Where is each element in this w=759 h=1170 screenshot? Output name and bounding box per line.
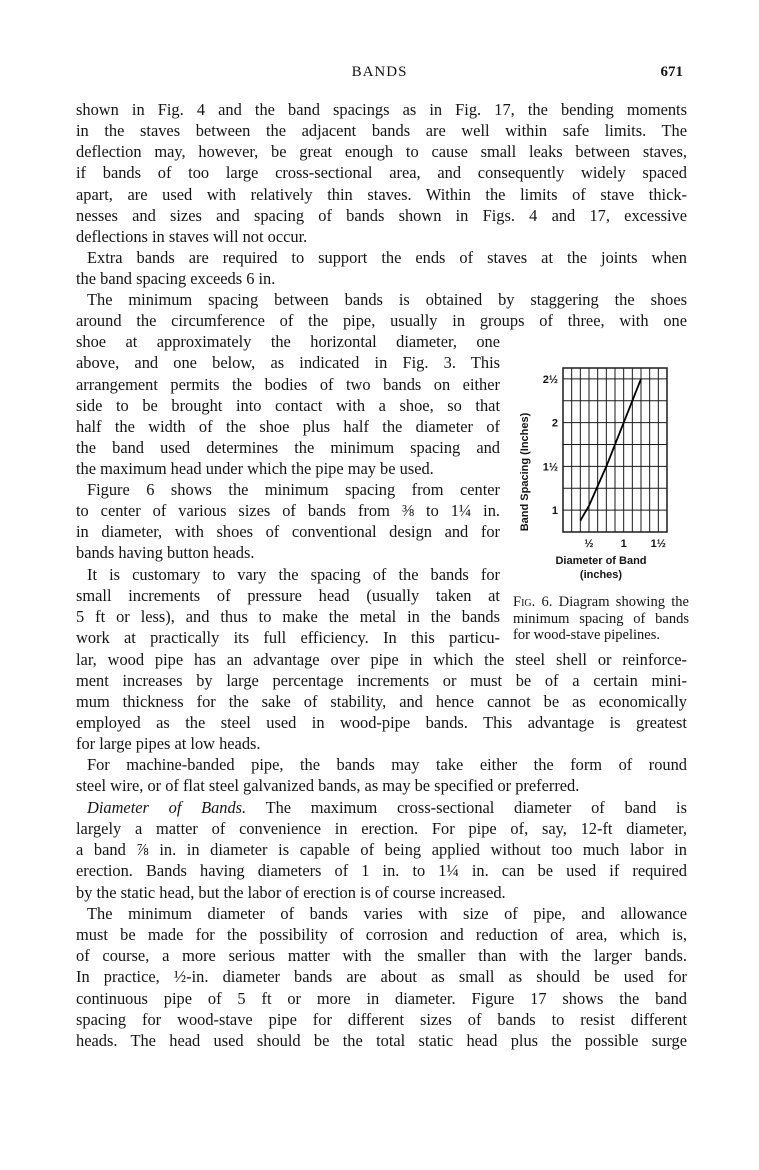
band-spacing-chart [515,360,685,592]
run-in-heading: Diameter of Bands. [87,798,247,817]
text-line: employed as the steel used in wood-pipe bands. This advantage is greatest [76,713,687,733]
text-line: apart, are used with relatively thin staves. Within the limits of stave thick- [76,184,687,204]
text-line: around the circumference of the pipe, usually in groups of three, with one [76,311,687,331]
text-line: ment increases by large percentage increments or must be of a certain mini- [76,670,687,690]
y-tick-label: 2 [551,417,558,430]
text-line: Extra bands are required to support the ends of staves at the joints when [87,248,687,267]
x-axis-label-units: (inches) [579,569,623,581]
text-line [76,797,687,818]
text-line: lar, wood pipe has an advantage over pipe in which the steel shell or reinforce- [76,649,687,669]
page-number: 671 [660,64,683,80]
paragraph-6 [76,754,687,796]
text-line: half the width of the shoe plus half the diameter of [76,416,500,436]
text-line: shoe at approximately the horizontal diameter, one [76,332,500,352]
text-line: spacing for wood-stave pipe for different sizes of bands to resist different [76,1009,687,1029]
text-line: The minimum diameter of bands varies with size of pipe, and allowance [87,904,687,923]
text-line: nesses and sizes and spacing of bands shown in Figs. 4 and 17, excessive [76,205,687,225]
text-line: The minimum spacing between bands is obtained by staggering the shoes [87,290,687,309]
text-line: work at practically its full efficiency. In this particu- [76,628,500,648]
running-header [76,64,683,86]
chart-grid [563,368,667,532]
text-line: side to be brought into contact with a shoe, so that [76,395,500,415]
text-line: deflections in staves will not occur. [76,226,308,246]
y-tick-label: 2½ [542,373,558,386]
text-line: to center of various sizes of bands from ⅜ to 1¼ in. [76,501,500,521]
text-line: the band used determines the minimum spacing and [76,438,500,458]
text-line: Figure 6 shows the minimum spacing from center [87,480,500,499]
caption-text: Diagram showing the minimum spacing of bands for wood-stave pipelines. [513,594,689,643]
text-line: bands having button heads. [76,543,255,563]
x-tick-label: 1 [620,538,627,550]
paragraph-7 [76,797,687,903]
text-line: in the staves between the adjacent bands are well within safe limits. The [76,121,687,141]
paragraph-1 [76,99,687,247]
text-line: In practice, ½-in. diameter bands are about as small as should be used for [76,967,687,987]
paragraph-2 [76,247,687,289]
text-line: if bands of too large cross-sectional area, and consequently widely spaced [76,163,687,183]
text-line: must be made for the possibility of corrosion and reduction of area, which is, [76,925,687,945]
text-line: the maximum head under which the pipe may be used. [76,459,434,479]
text-line: 5 ft or less), and thus to make the metal in the bands [76,607,500,627]
text-line: heads. The head used should be the total static head plus the possible surge [76,1030,687,1050]
caption-label: Fig. 6. [513,594,553,610]
text-line: largely a matter of convenience in erection. For pipe of, say, 12-ft diameter, [76,819,687,839]
text-line: by the static head, but the labor of erection is of course increased. [76,882,506,902]
text-line: in diameter, with shoes of conventional design and for [76,522,500,542]
text-line: a band ⅞ in. in diameter is capable of being applied without too much labor in [76,840,687,860]
y-tick-label: 1 [551,505,558,518]
text-line: deflection may, however, be great enough to cause small leaks between staves, [76,142,687,162]
x-tick-label: ½ [584,538,594,550]
text-line: steel wire, or of flat steel galvanized bands, as may be specified or preferred. [76,776,580,796]
running-title: BANDS [351,64,408,80]
y-tick-label: 1½ [542,461,558,474]
x-tick-label: 1½ [650,538,666,550]
y-axis-label: Band Spacing (Inches) [519,412,531,532]
text-line: arrangement permits the bodies of two bands on either [76,374,500,394]
text-line: mum thickness for the sake of stability, and hence cannot be as economically [76,691,687,711]
text-line: of course, a more serious matter with the smaller than with the larger bands. [76,946,687,966]
text-line: erection. Bands having diameters of 1 in. to 1¼ in. can be used if required [76,861,687,881]
paragraph-8 [76,903,687,1051]
text-run: The maximum cross-sectional diameter of band is [246,798,687,817]
text-line: small increments of pressure head (usually taken at [76,586,500,606]
text-line: continuous pipe of 5 ft or more in diameter. Figure 17 shows the band [76,988,687,1008]
figure-caption [513,594,689,644]
text-line: the band spacing exceeds 6 in. [76,269,276,289]
text-line: It is customary to vary the spacing of the bands for [87,565,500,584]
x-axis-label: Diameter of Band [555,555,647,567]
text-line: For machine-banded pipe, the bands may take either the form of round [87,755,687,774]
text-line: above, and one below, as indicated in Fig. 3. This [76,353,500,373]
text-line: shown in Fig. 4 and the band spacings as in Fig. 17, the bending moments [76,100,687,119]
text-line: for large pipes at low heads. [76,734,261,754]
